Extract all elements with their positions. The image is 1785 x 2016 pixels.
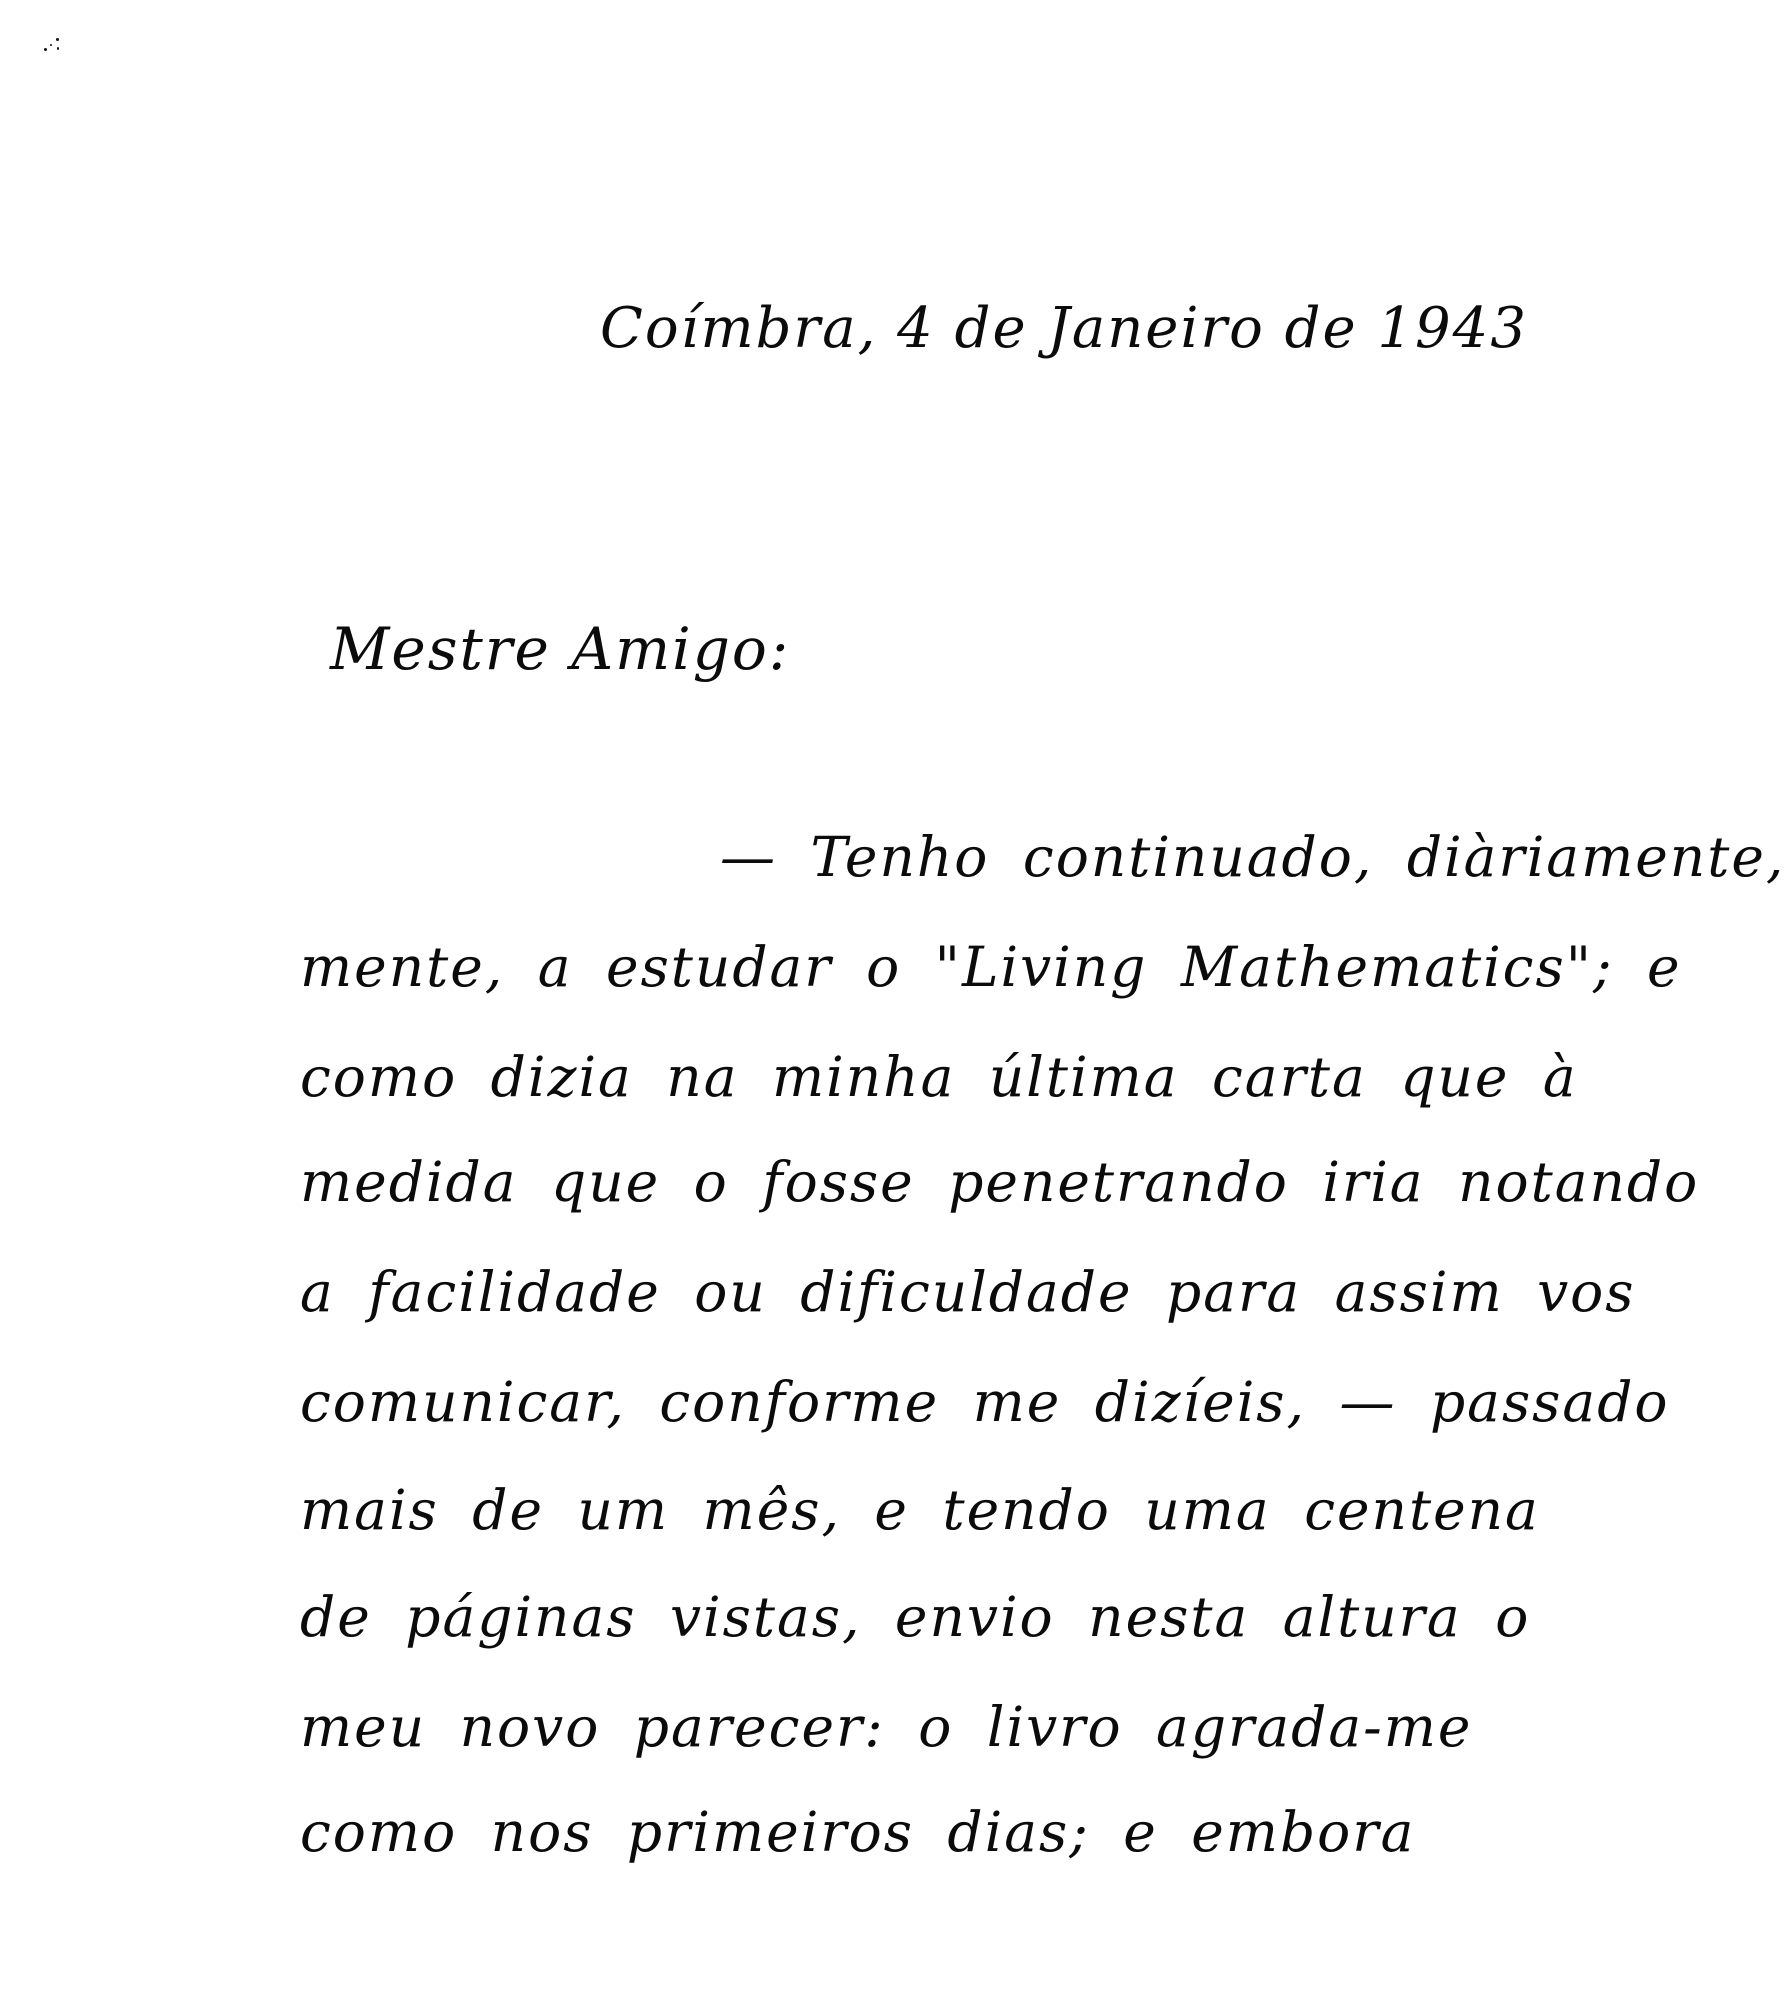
letter-body-line: mente, a estudar o "Living Mathematics"; e [300,935,1682,999]
letter-body-line: a facilidade ou dificuldade para assim vos [300,1260,1636,1324]
letter-body-line: mais de um mês, e tendo uma centena [300,1478,1540,1542]
letter-body-line: comunicar, conforme me dizíeis, — passado [300,1370,1670,1434]
letter-salutation: Mestre Amigo: [330,615,791,683]
letter-body-line: meu novo parecer: o livro agrada-me [300,1695,1473,1759]
ink-speck [44,38,64,56]
letter-body-line: como dizia na minha última carta que à [300,1045,1578,1109]
letter-body-line: como nos primeiros dias; e embora [300,1800,1416,1864]
letter-body-line: de páginas vistas, envio nesta altura o [300,1585,1531,1649]
letter-body-line: medida que o fosse penetrando iria notando [300,1150,1700,1214]
letter-body-line: — Tenho continuado, diàriamente, [720,825,1785,889]
letter-dateline: Coímbra, 4 de Janeiro de 1943 [600,296,1528,361]
